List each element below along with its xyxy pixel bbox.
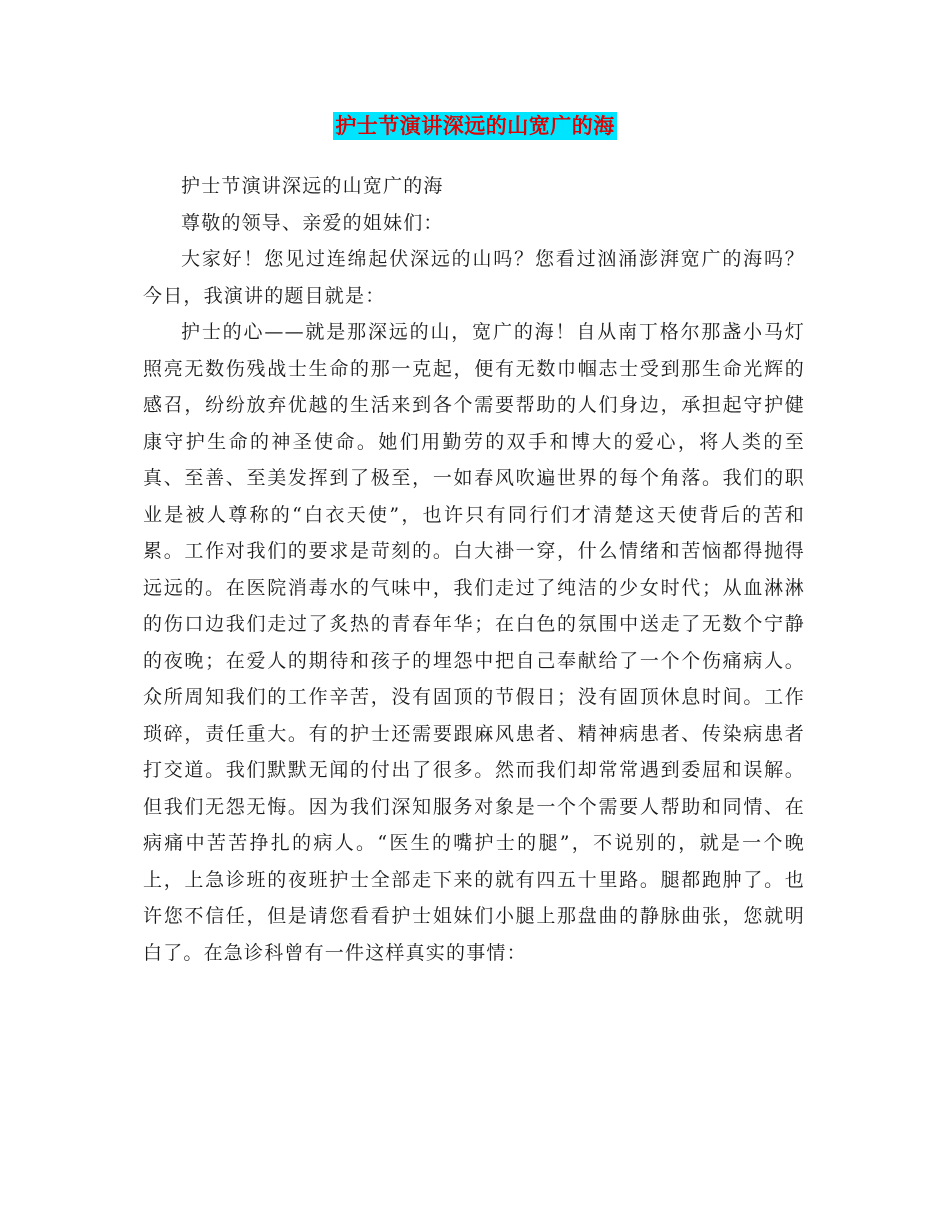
document-title: 护士节演讲深远的山宽广的海: [335, 114, 615, 138]
paragraph-greeting: 大家好！您见过连绵起伏深远的山吗？您看过汹涌澎湃宽广的海吗？今日，我演讲的题目就是：: [143, 248, 805, 307]
paragraph-subtitle: 护士节演讲深远的山宽广的海: [181, 175, 444, 197]
document-body: [143, 168, 805, 971]
title-container: [0, 112, 950, 140]
paragraph-main: 护士的心——就是那深远的山，宽广的海！自从南丁格尔那盏小马灯照亮无数伤残战士生命的那一克起，便有无数巾帼志士受到那生命光辉的感召，纷纷放弃优越的生活来到各个需要帮助的人们身边，承担起守护健康守护生命的神圣使命。她们用勤劳的双手和博大的爱心，将人类的至真、至善、至美发挥到了极至，一如春风吹遍世界的每个角落。我们的职业是被人尊称的“白衣天使”，也许只有同行们才清楚这天使背后的苦和累。工作对我们的要求是苛刻的。白大褂一穿，什么情绪和苦恼都得抛得远远的。在医院消毒水的气味中，我们走过了纯洁的少女时代；从血淋淋的伤口边我们走过了炙热的青春年华；在白色的氛围中送走了无数个宁静的夜晚；在爱人的期待和孩子的埋怨中把自己奉献给了一个个伤痛病人。众所周知我们的工作辛苦，没有固顶的节假日；没有固顶休息时间。工作琐碎，责任重大。有的护士还需要跟麻风患者、精神病患者、传染病患者打交道。我们默默无闻的付出了很多。然而我们却常常遇到委屈和误解。但我们无怨无悔。因为我们深知服务对象是一个个需要人帮助和同情、在病痛中苦苦挣扎的病人。“医生的嘴护士的腿”，不说别的，就是一个晚上，上急诊班的夜班护士全部走下来的就有四五十里路。腿都跑肿了。也许您不信任，但是请您看看护士姐妹们小腿上那盘曲的静脉曲张，您就明白了。在急诊科曾有一件这样真实的事情：: [143, 321, 805, 964]
paragraph-salutation: 尊敬的领导、亲爱的姐妹们：: [181, 211, 444, 234]
